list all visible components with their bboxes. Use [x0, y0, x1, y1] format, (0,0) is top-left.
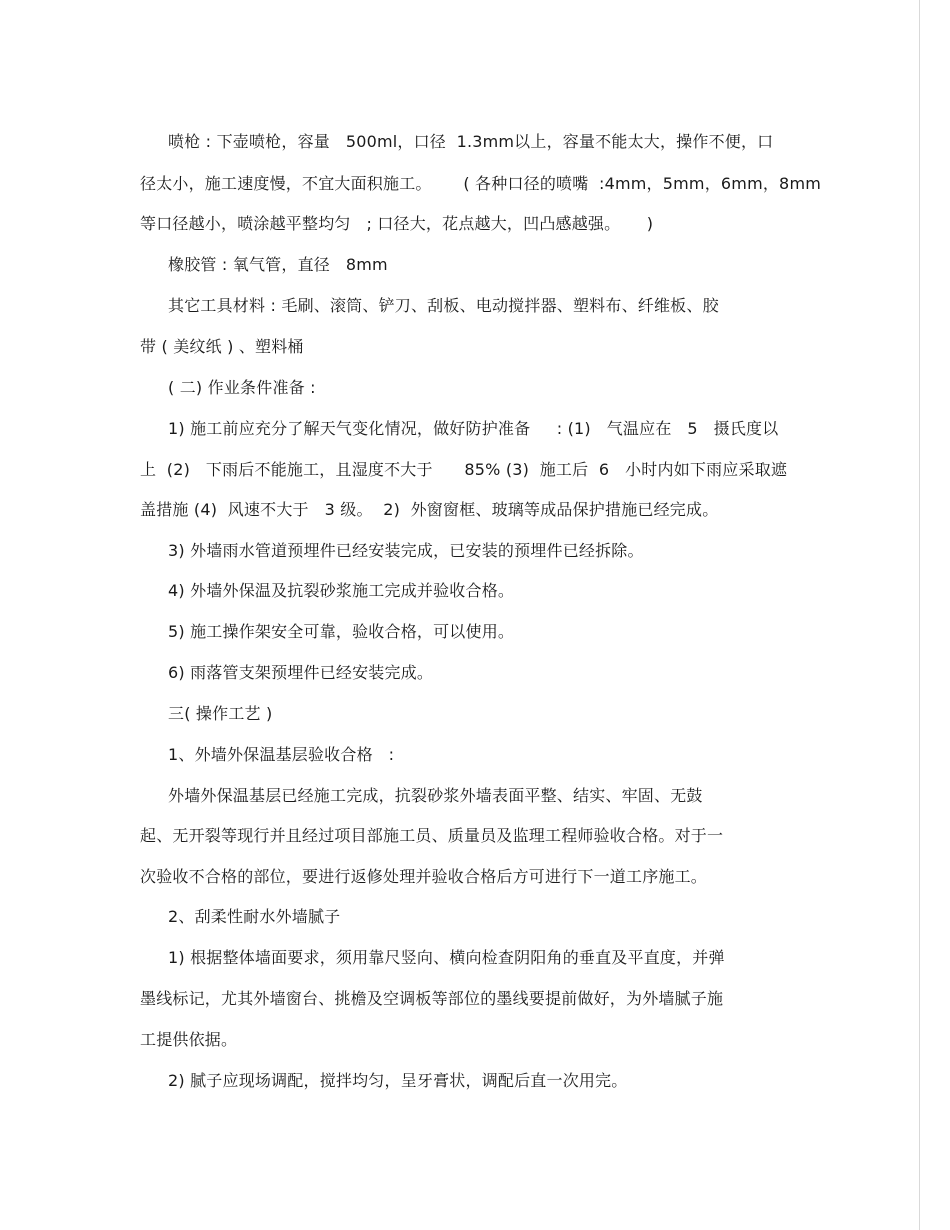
text-line: 4) 外墙外保温及抗裂砂浆施工完成并验收合格。: [168, 581, 515, 600]
subsection-heading: 2、刮柔性耐水外墙腻子: [168, 907, 341, 926]
text-line: 1) 施工前应充分了解天气变化情况，做好防护准备 : (1) 气温应在 5 摄氏度以: [168, 419, 779, 438]
text-line: 1) 根据整体墙面要求，须用靠尺竖向、横向检查阴阳角的垂直及平直度，并弹: [168, 948, 725, 967]
section-heading: ( 二) 作业条件准备 :: [168, 378, 316, 397]
text-line: 带 ( 美纹纸 ) 、塑料桶: [140, 337, 304, 356]
text-line: 起、无开裂等现行并且经过项目部施工员、质量员及监理工程师验收合格。对于一: [140, 826, 724, 845]
text-line: 径太小，施工速度慢，不宜大面积施工。 ( 各种口径的喷嘴 :4mm，5mm，6mm，8mm: [140, 174, 822, 193]
text-line: 次验收不合格的部位，要进行返修处理并验收合格后方可进行下一道工序施工。: [140, 867, 708, 886]
section-heading: 三( 操作工艺 ): [168, 704, 273, 723]
text-line: 3) 外墙雨水管道预埋件已经安装完成，已安装的预埋件已经拆除。: [168, 541, 644, 560]
text-line: 墨线标记，尤其外墙窗台、挑檐及空调板等部位的墨线要提前做好，为外墙腻子施: [140, 989, 724, 1008]
text-line: 5) 施工操作架安全可靠，验收合格，可以使用。: [168, 622, 515, 641]
text-line: 喷枪 : 下壶喷枪，容量 500ml，口径 1.3mm以上，容量不能太大，操作不便，口: [168, 132, 774, 151]
text-line: 其它工具材料 : 毛刷、滚筒、铲刀、刮板、电动搅拌器、塑料布、纤维板、胶: [168, 296, 719, 315]
text-line: 外墙外保温基层已经施工完成，抗裂砂浆外墙表面平整、结实、牢固、无鼓: [168, 786, 703, 805]
text-line: 橡胶管 : 氧气管，直径 8mm: [168, 255, 388, 274]
text-line: 6) 雨落管支架预埋件已经安装完成。: [168, 663, 434, 682]
text-line: 等口径越小，喷涂越平整均匀 ; 口径大，花点越大，凹凸感越强。 ): [140, 214, 654, 233]
text-line: 上 (2) 下雨后不能施工，且湿度不大于 85% (3) 施工后 6 小时内如下雨应采取遮: [140, 460, 788, 479]
text-line: 盖措施 (4) 风速不大于 3 级。 2) 外窗窗框、玻璃等成品保护措施已经完成。: [140, 500, 719, 519]
text-line: 2) 腻子应现场调配，搅拌均匀，呈牙膏状，调配后直一次用完。: [168, 1071, 628, 1090]
text-line: 工提供依据。: [140, 1030, 238, 1049]
subsection-heading: 1、外墙外保温基层验收合格 :: [168, 745, 395, 764]
